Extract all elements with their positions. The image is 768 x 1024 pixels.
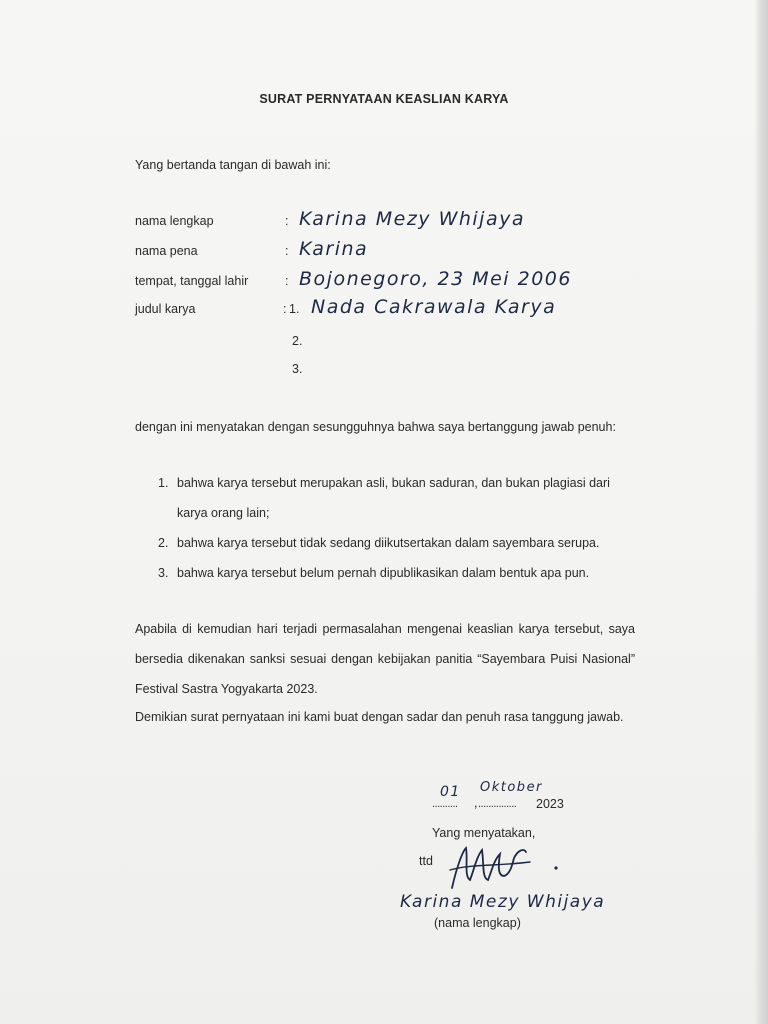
date-separator: , (474, 796, 478, 810)
intro-line: Yang bertanda tangan di bawah ini: (135, 158, 331, 172)
consequence-paragraph: Apabila di kemudian hari terjadi permasalahan mengenai keaslian karya tersebut, saya bersedia dikenakan sanksi sesuai dengan kebijakan panitia “Sayembara Puisi Nasional” Festival Sastra Yogyakarta 2023. (135, 622, 635, 696)
date-dots-2: ............... (478, 798, 517, 810)
field-colon: : (285, 274, 289, 288)
stated-by: Yang menyatakan, (432, 826, 536, 840)
field-value-handwritten: Karina (299, 238, 369, 260)
declaration-lead: dengan ini menyatakan dengan sesungguhnya bahwa saya bertanggung jawab penuh: (135, 420, 616, 434)
page-edge-shadow (754, 0, 768, 1024)
list-item (158, 528, 636, 558)
date-dots-1: .......... (432, 798, 458, 810)
date-day-handwritten: 01 (440, 784, 461, 800)
document-title: SURAT PERNYATAAN KEASLIAN KARYA (259, 92, 509, 106)
field-birth (135, 268, 572, 290)
field-colon: : (283, 302, 287, 316)
list-item (158, 468, 636, 528)
field-number: 1. (289, 302, 300, 316)
list-number: 1. (158, 476, 169, 490)
date-year: 2023 (536, 797, 564, 811)
field-label: nama lengkap (135, 214, 214, 228)
field-work-title (135, 296, 557, 318)
field-pen-name (135, 238, 369, 260)
list-number: 2. (158, 536, 169, 550)
name-caption: (nama lengkap) (434, 916, 521, 930)
field-full-name (135, 208, 525, 230)
signature-date (432, 780, 632, 816)
closing-paragraph: Demikian surat pernyataan ini kami buat dengan sadar dan penuh rasa tanggung jawab. (135, 710, 624, 724)
list-text: bahwa karya tersebut merupakan asli, bukan saduran, dan bukan plagiasi dari karya orang lain; (177, 476, 610, 520)
signer-name-handwritten: Karina Mezy Whijaya (400, 892, 606, 912)
work-title-number-2: 2. (292, 334, 303, 348)
field-colon: : (285, 244, 289, 258)
list-text: bahwa karya tersebut tidak sedang diikutsertakan dalam sayembara serupa. (177, 536, 600, 550)
field-label: tempat, tanggal lahir (135, 274, 249, 288)
list-number: 3. (158, 566, 169, 580)
list-text: bahwa karya tersebut belum pernah dipublikasikan dalam bentuk apa pun. (177, 566, 590, 580)
list-item (158, 558, 636, 588)
declaration-list (158, 468, 636, 588)
field-value-handwritten: Karina Mezy Whijaya (299, 208, 525, 230)
field-label: nama pena (135, 244, 198, 258)
ttd-label: ttd (419, 854, 433, 868)
date-month-handwritten: Oktober (480, 780, 543, 795)
field-label: judul karya (135, 302, 196, 316)
signature-scribble (440, 840, 560, 900)
field-value-handwritten: Bojonegoro, 23 Mei 2006 (299, 268, 572, 290)
field-value-handwritten: Nada Cakrawala Karya (311, 296, 557, 318)
field-colon: : (285, 214, 289, 228)
work-title-number-3: 3. (292, 362, 303, 376)
